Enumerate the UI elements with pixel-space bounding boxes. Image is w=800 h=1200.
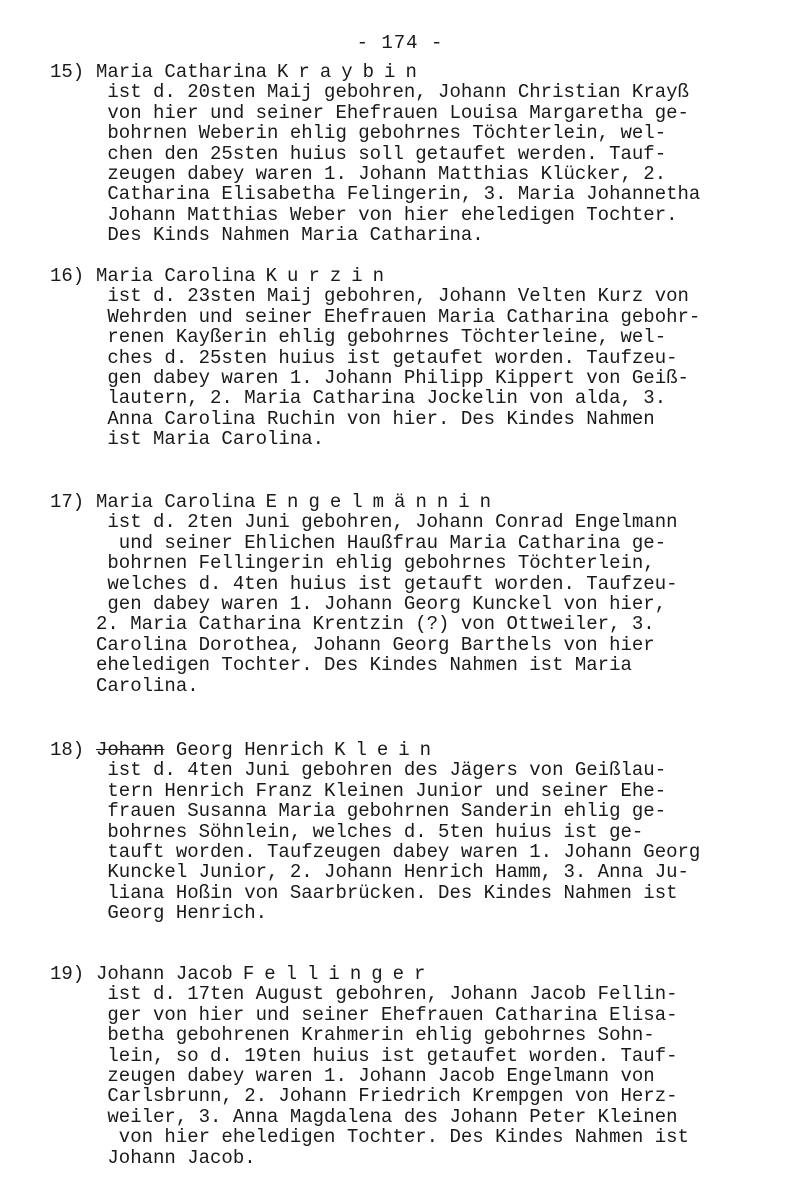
surname: Kraybin [277,61,427,83]
page-number: - 174 - [356,32,444,54]
given-names: Georg Henrich [175,739,325,761]
entry-number: 15) [50,61,85,83]
text-line: und seiner Ehlichen Haußfrau Maria Catharina ge- [96,531,667,554]
entry-number: 16) [50,265,85,287]
text-line: ist d. 4ten Juni gebohren des Jägers von Geißlau- [96,759,667,782]
text-line: Johann Matthias Weber von hier eheledigen Tochter. [96,203,678,226]
text-line: Kunckel Junior, 2. Johann Henrich Hamm, 3. Anna Ju- [96,861,689,884]
given-names: Maria Carolina [96,491,256,513]
text-line: Carlsbrunn, 2. Johann Friedrich Krempgen von Herz- [96,1085,678,1108]
text-line: tern Henrich Franz Kleinen Junior und seiner Ehe- [96,779,667,802]
text-line: lautern, 2. Maria Catharina Jockelin von alda, 3. [96,387,667,410]
text-line: ist d. 17ten August gebohren, Johann Jacob Fellin- [96,983,678,1006]
entry-number: 17) [50,491,85,513]
struck-given-name: Johann [96,739,165,761]
surname: Fellinger [242,963,436,985]
entry-text [96,82,776,245]
entry-text [96,984,776,1168]
text-line: tauft worden. Taufzeugen dabey waren 1. Johann Georg [96,841,701,864]
text-line: zeugen dabey waren 1. Johann Matthias Klücker, 2. [96,163,667,186]
entry-text [96,512,776,696]
text-line: welches d. 4ten huius ist getauft worden. Taufzeu- [96,572,678,595]
text-line: Catharina Elisabetha Felingerin, 3. Maria Johannetha [96,183,701,206]
text-line: lein, so d. 19ten huius ist getaufet worden. Tauf- [96,1044,678,1067]
text-line: von hier und seiner Ehefrauen Louisa Margaretha ge- [96,101,689,124]
text-line: weiler, 3. Anna Magdalena des Johann Peter Kleinen [96,1105,678,1128]
entry-number: 18) [50,739,85,761]
text-line: ches d. 25sten huius ist getaufet worden. Taufzeu- [96,346,678,369]
text-line: bohrnen Fellingerin ehlig gebohrnes Töchterlein, [96,552,655,575]
text-line: Georg Henrich. [96,902,268,925]
text-line: frauen Susanna Maria gebohrnen Sanderin ehlig ge- [96,800,667,823]
text-line: ger von hier und seiner Ehefrauen Catharina Elisa- [96,1003,678,1026]
entry-heading [96,62,427,82]
text-line: Wehrden und seiner Ehefrauen Maria Catharina gebohr- [96,305,701,328]
text-line: bohrnes Söhnlein, welches d. 5ten huius ist ge- [96,820,644,843]
text-line: renen Kayßerin ehlig gebohrnes Töchterleine, wel- [96,326,667,349]
given-names: Johann Jacob [96,963,233,985]
entry-text [96,286,776,449]
surname: Klein [334,739,442,761]
text-line: Carolina Dorothea, Johann Georg Barthels von hier [96,633,655,656]
text-line: Carolina. [96,674,199,697]
text-line: Anna Carolina Ruchin von hier. Des Kindes Nahmen [96,407,655,430]
entry-heading [96,740,441,760]
text-line: gen dabey waren 1. Johann Georg Kunckel von hier, [96,593,667,616]
text-line: chen den 25sten huius soll getaufet werden. Tauf- [96,142,667,165]
surname: Engelmännin [265,491,502,513]
text-line: liana Hoßin von Saarbrücken. Des Kindes Nahmen ist [96,881,678,904]
given-names: Maria Catharina [96,61,268,83]
text-line: gen dabey waren 1. Johann Philipp Kippert von Geiß- [96,367,689,390]
entry-heading [96,492,501,512]
text-line: ist Maria Carolina. [96,428,325,451]
text-line: betha gebohrenen Krahmerin ehlig gebohrnes Sohn- [96,1024,655,1047]
entry-number: 19) [50,963,85,985]
text-line: Des Kinds Nahmen Maria Catharina. [96,224,484,247]
text-line: ist d. 20sten Maij gebohren, Johann Christian Krayß [96,81,689,104]
text-line: Johann Jacob. [96,1146,256,1169]
text-line: ist d. 2ten Juni gebohren, Johann Conrad Engelmann [96,511,678,534]
entry-heading [96,964,435,984]
text-line: von hier eheledigen Tochter. Des Kindes Nahmen ist [96,1126,689,1149]
text-line: eheledigen Tochter. Des Kindes Nahmen ist Maria [96,654,632,677]
entry-heading [96,266,394,286]
entry-text [96,760,776,923]
surname: Kurzin [265,265,395,287]
given-names: Maria Carolina [96,265,256,287]
text-line: ist d. 23sten Maij gebohren, Johann Velten Kurz von [96,285,689,308]
text-line: 2. Maria Catharina Krentzin (?) von Ottweiler, 3. [96,613,655,636]
text-line: zeugen dabey waren 1. Johann Jacob Engelmann von [96,1065,655,1088]
text-line: bohrnen Weberin ehlig gebohrnes Töchterlein, wel- [96,122,667,145]
